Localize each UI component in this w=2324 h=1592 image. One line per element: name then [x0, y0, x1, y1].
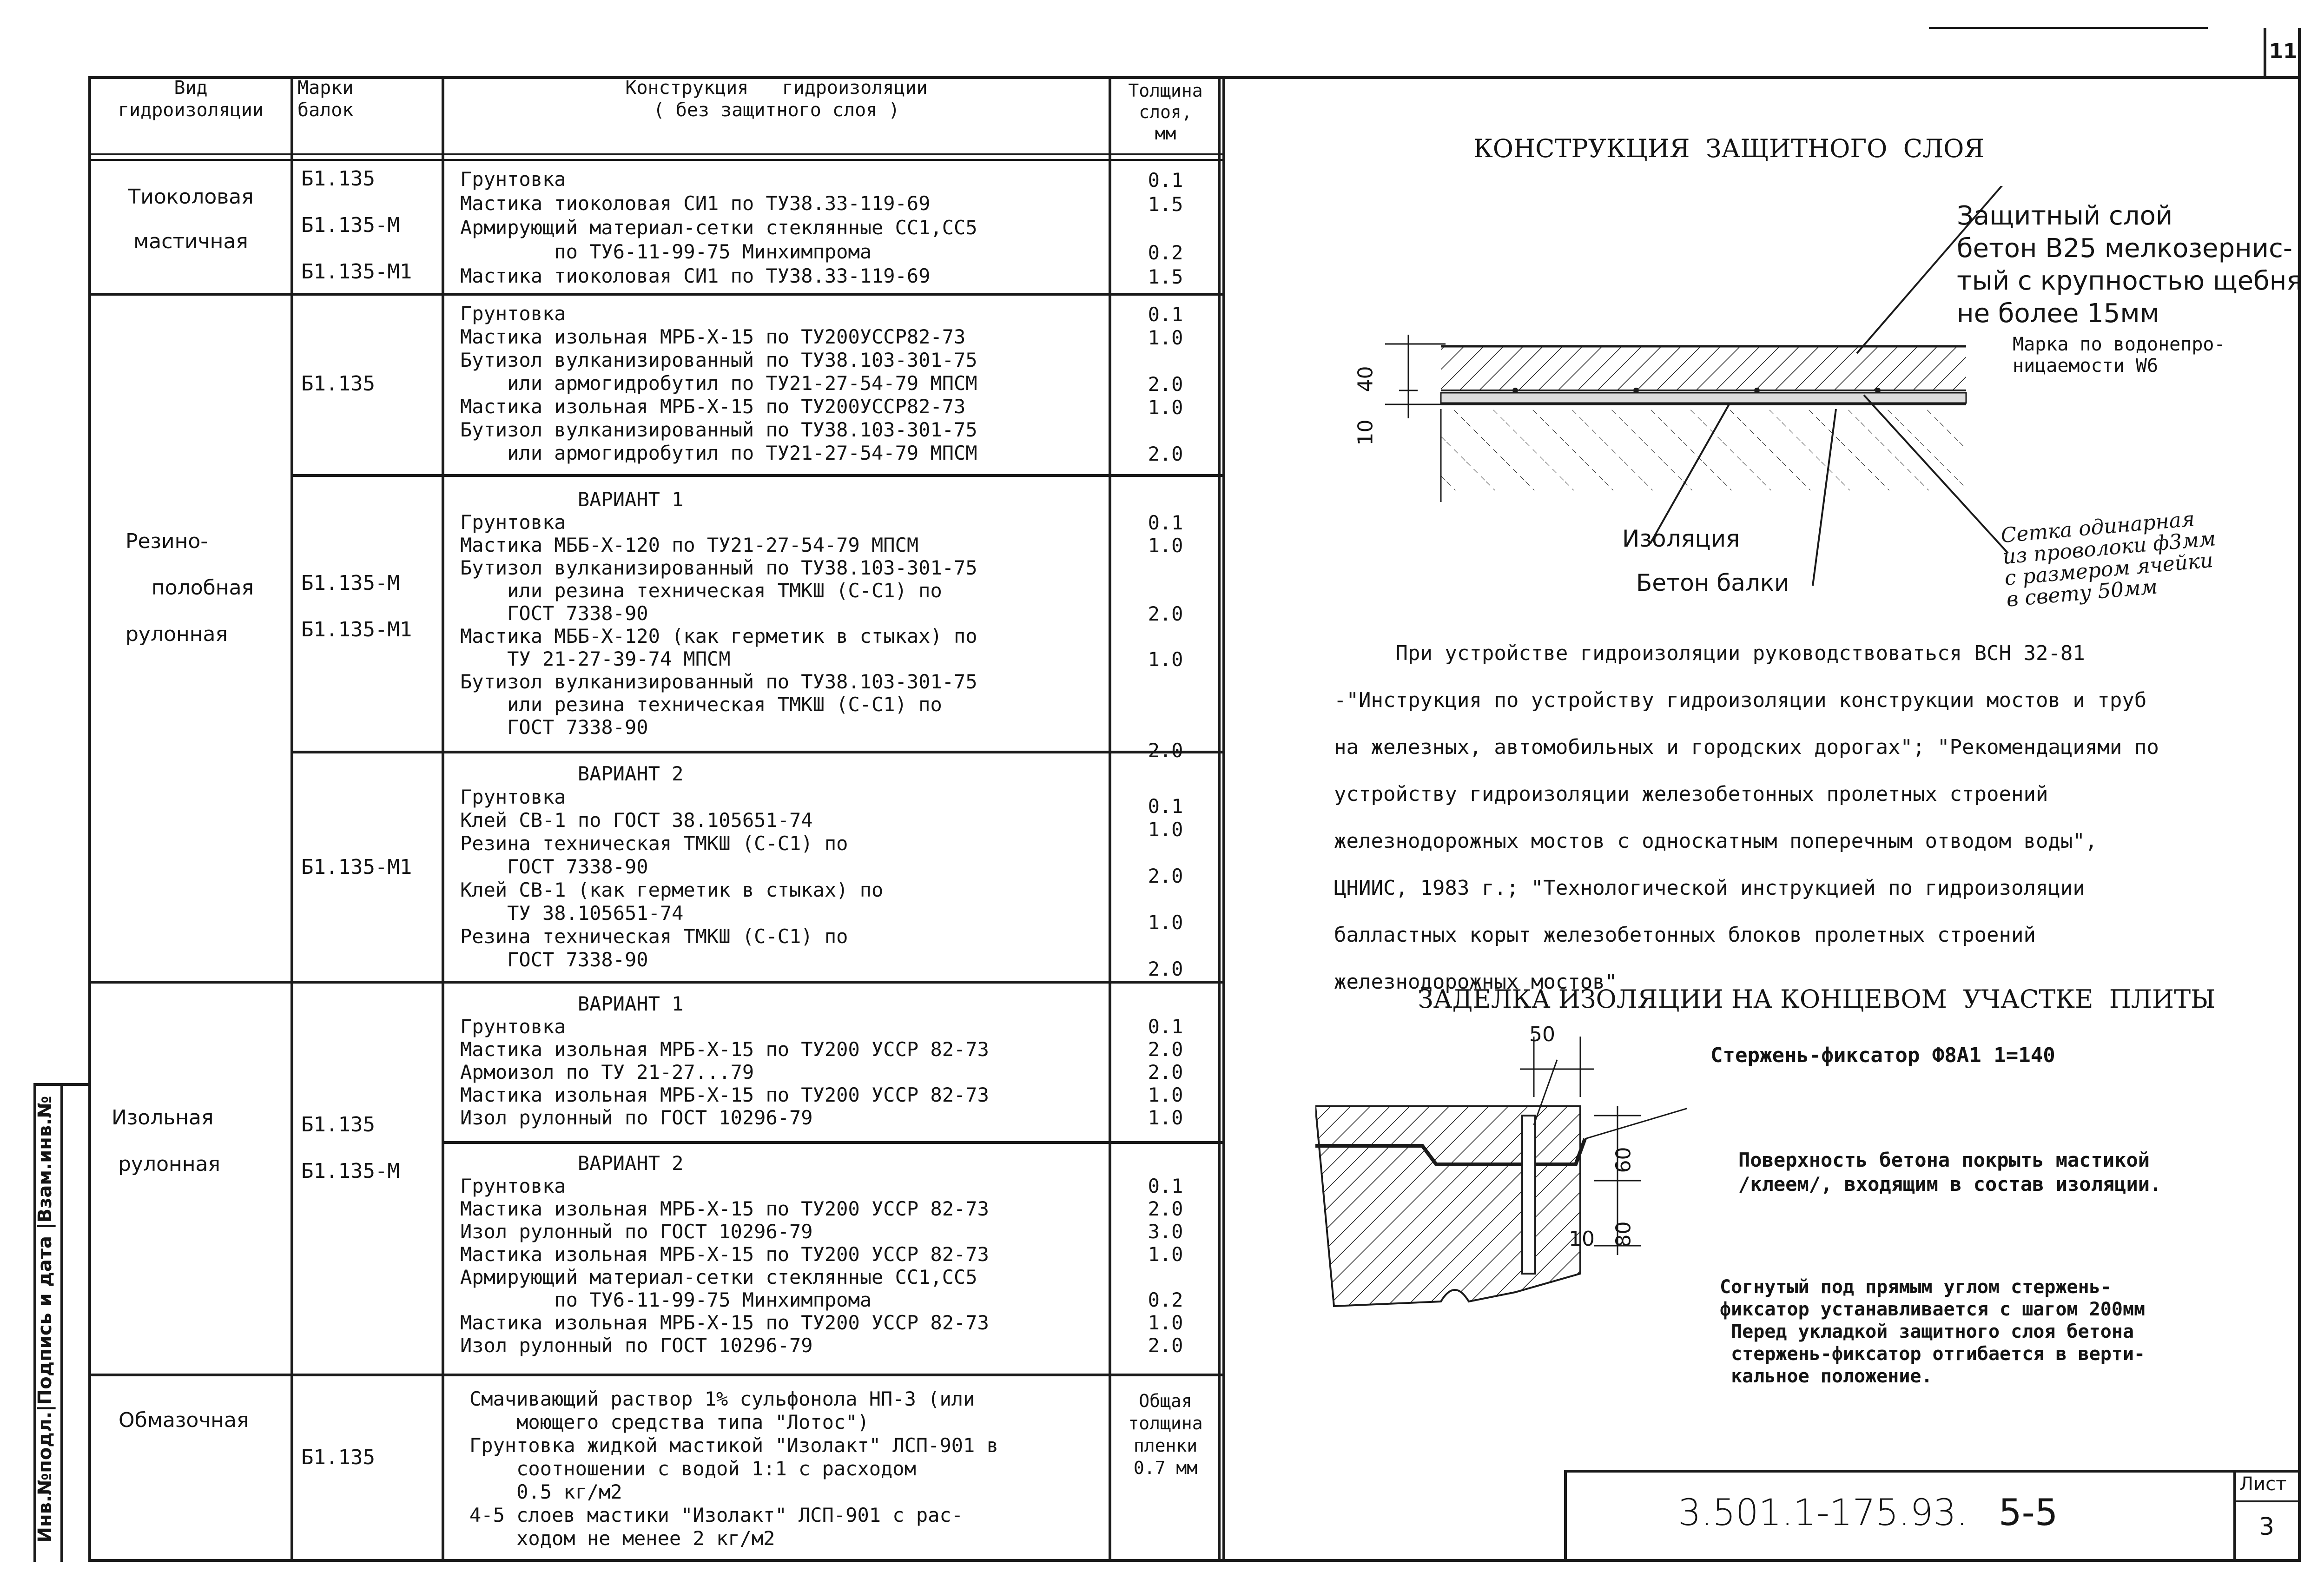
side-stamp: Инв.№подл.|Подпись и дата |Взам.инв.№	[34, 1096, 56, 1543]
header-marks: Марки балок	[297, 77, 354, 121]
s3-lines: ВАРИАНТ 1 Грунтовка Мастика МББ-Х-120 по ТУ21-27-54-79 МПСМ Бутизол вулканизированный по ТУ38.103-301-75 или резина техническая ТМКШ (С-С1) по ГОСТ 7338-90 Мастика МББ-Х-120 (как герметик в стыках) по ТУ 21-27-39-74 МПСМ Бутизол вулканизированный по ТУ38.103-301-75 или резина техническая ТМКШ (С-С1) по ГОСТ 7338-90	[460, 488, 977, 739]
s5-lines-v1: ВАРИАНТ 1 Грунтовка Мастика изольная МРБ-Х-15 по ТУ200 УССР 82-73 Армоизол по ТУ 21-27...79 Мастика изольная МРБ-Х-15 по ТУ200 УССР 82-73 Изол рулонный по ГОСТ 10296-79	[460, 992, 989, 1129]
rod-note: Согнутый под прямым углом стержень- фиксатор устанавливается с шагом 200мм Перед укладкой защитного слоя бетона стержень-фиксатор отгибается в верти- кальное положение.	[1720, 1276, 2146, 1387]
s1-type: Тиоколовая мастичная	[128, 185, 254, 253]
s3-type: Резино- полобная рулонная	[125, 529, 254, 646]
guidance-paragraph: При устройстве гидроизоляции руководствоваться ВСН 32-81 -"Инструкция по устройству гидроизоляции конструкции мостов и труб на железных, автомобильных и городских дорогах"; "Рекомендациями по устройству гидроизоляции железобетонных пролетных строений железнодорожных мостов с односкатным поперечным отводом воды", ЦНИИС, 1983 г.; "Технологической инструкцией по гидроизоляции балластных корыт железобетонных блоков пролетных строений железнодорожных мостов"	[1334, 641, 2159, 994]
sheet-number: 3	[2259, 1513, 2275, 1541]
header-type: Вид гидроизоляции	[118, 77, 264, 121]
surface-note: Поверхность бетона покрыть мастикой /клеем/, входящим в состав изоляции.	[1738, 1149, 2162, 1196]
header-construction: Конструкция гидроизоляции ( без защитного слоя )	[625, 77, 928, 121]
s3-marks: Б1.135-М Б1.135-М1	[301, 571, 412, 641]
s4-lines: ВАРИАНТ 2 Грунтовка Клей СВ-1 по ГОСТ 38.105651-74 Резина техническая ТМКШ (С-С1) по ГОСТ 7338-90 Клей СВ-1 (как герметик в стыках) по ТУ 38.105651-74 Резина техническая ТМКШ (С-С1) по ГОСТ 7338-90	[460, 762, 884, 971]
corner-box-left	[2264, 28, 2266, 79]
dim-10: 10	[1353, 419, 1378, 446]
tb-top	[1564, 1470, 2301, 1473]
s5-thickness-v2: 0.1 2.0 3.0 1.0 0.2 1.0 2.0	[1148, 1175, 1183, 1357]
row-line-5	[442, 1141, 1222, 1144]
header-thickness: Толщина слоя, мм	[1128, 80, 1203, 144]
doc-code: 3.501.1-175.93.	[1678, 1492, 1968, 1534]
protective-title: КОНСТРУКЦИЯ ЗАЩИТНОГО СЛОЯ	[1473, 134, 1985, 163]
s6-lines: Смачивающий раствор 1% сульфонола НП-3 (или моющего средства типа "Лотос") Грунтовка жидкой мастикой "Изолакт" ЛСП-901 в соотношении с водой 1:1 с расходом 0.5 кг/м2 4-5 слоев мастики "Изолакт" ЛСП-901 с рас- ходом не менее 2 кг/м2	[469, 1387, 998, 1550]
s4-thickness: 0.1 1.0 2.0 1.0 2.0	[1148, 795, 1183, 980]
insulation-label: Изоляция	[1622, 525, 1740, 552]
sheet-label: Лист	[2239, 1473, 2287, 1495]
row-line-4	[88, 981, 1222, 984]
s1-marks: Б1.135 Б1.135-М Б1.135-М1	[301, 167, 412, 284]
s1-thickness: 0.1 1.5 0.2 1.5	[1148, 169, 1183, 288]
header-line-a	[88, 153, 1222, 155]
section-code: 5-5	[1999, 1492, 2058, 1534]
s5-lines-v2: ВАРИАНТ 2 Грунтовка Мастика изольная МРБ-Х-15 по ТУ200 УССР 82-73 Изол рулонный по ГОСТ 10296-79 Мастика изольная МРБ-Х-15 по ТУ200 УССР 82-73 Армирующий материал-сетки стеклянные СС1,СС5 по ТУ6-11-99-75 Минхимпрома Мастика изольная МРБ-Х-15 по ТУ200 УССР 82-73 Изол рулонный по ГОСТ 10296-79	[460, 1152, 989, 1357]
row-line-1	[88, 293, 1222, 296]
s5-type: Изольная рулонная	[112, 1106, 220, 1176]
row-line-3	[290, 751, 1222, 753]
row-line-6	[88, 1374, 1222, 1376]
s5-marks: Б1.135 Б1.135-М	[301, 1113, 400, 1183]
protective-label: Защитный слой бетон В25 мелкозернис- тый с крупностью щебня не более 15мм	[1957, 201, 2303, 329]
s6-type: Обмазочная	[119, 1408, 249, 1432]
frame-left-line	[88, 76, 91, 1562]
rod-label: Стержень-фиксатор Ф8А1 1=140	[1710, 1044, 2055, 1067]
s3-thickness: 0.1 1.0 2.0 1.0 2.0	[1148, 511, 1183, 762]
header-line-b	[88, 159, 1222, 161]
tb-sheet-left	[2233, 1470, 2236, 1561]
col-line-1	[290, 76, 293, 1562]
tb-left	[1564, 1470, 1567, 1561]
mesh-note: Сетка одинарная из проволоки ф3мм с размером ячейки в свету 50мм	[2000, 507, 2217, 612]
col-line-2	[442, 76, 444, 1562]
frame-top-line	[88, 76, 2301, 79]
s2-thickness: 0.1 1.0 2.0 1.0 2.0	[1148, 303, 1183, 465]
end-detail-drawing	[1315, 1023, 1687, 1348]
col-line-5	[1222, 76, 1225, 1562]
sheet-corner-number: 11	[2269, 40, 2298, 63]
s6-thickness: Общая толщина пленки 0.7 мм	[1128, 1391, 1203, 1478]
s6-marks: Б1.135	[301, 1446, 375, 1469]
stamp-line	[60, 1083, 63, 1562]
top-deco-line	[1929, 27, 2208, 29]
frame-bottom-line	[88, 1559, 2301, 1562]
waterproof-label: Марка по водонепро- ницаемости W6	[2013, 334, 2225, 377]
dim-60: 60	[1611, 1147, 1636, 1173]
dim-80: 80	[1611, 1221, 1636, 1248]
s5-thickness-v1: 0.1 2.0 2.0 1.0 1.0	[1148, 1015, 1183, 1129]
dim-10b: 10	[1569, 1227, 1595, 1251]
s2-lines: Грунтовка Мастика изольная МРБ-Х-15 по ТУ200УССР82-73 Бутизол вулканизированный по ТУ38.103-301-75 или армогидробутил по ТУ21-27-54-79 МПСМ Мастика изольная МРБ-Х-15 по ТУ200УССР82-73 Бутизол вулканизированный по ТУ38.103-301-75 или армогидробутил по ТУ21-27-54-79 МПСМ	[460, 302, 977, 464]
s4-marks: Б1.135-М1	[301, 855, 412, 879]
beam-concrete-label: Бетон балки	[1636, 569, 1789, 596]
row-line-2a	[290, 474, 1222, 477]
end-title: ЗАДЕЛКА ИЗОЛЯЦИИ НА КОНЦЕВОМ УЧАСТКЕ ПЛИТЫ	[1418, 984, 2216, 1014]
tb-sheet-mid	[2233, 1500, 2301, 1502]
dim-40: 40	[1353, 366, 1378, 392]
s2-marks: Б1.135	[301, 372, 375, 396]
s1-lines: Грунтовка Мастика тиоколовая СИ1 по ТУ38.33-119-69 Армирующий материал-сетки стеклянные СС1,СС5 по ТУ6-11-99-75 Минхимпрома Мастика тиоколовая СИ1 по ТУ38.33-119-69	[460, 168, 977, 287]
dim-50: 50	[1529, 1023, 1555, 1046]
